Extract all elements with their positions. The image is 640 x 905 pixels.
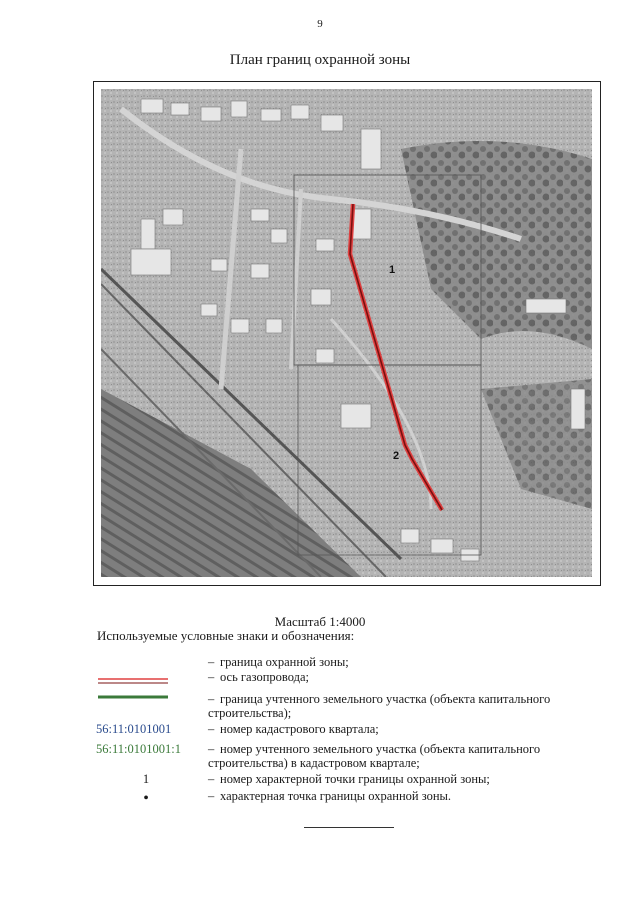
legend-desc: – характерная точка границы охранной зоны. bbox=[208, 789, 452, 803]
page-number: 9 bbox=[317, 18, 323, 30]
legend-desc: – номер учтенного земельного участка (объекта капитального строительства) в кадастровом квартале; bbox=[208, 742, 541, 770]
legend-desc: – ось газопровода; bbox=[208, 670, 310, 684]
point-label-2: 2 bbox=[393, 450, 400, 462]
legend-desc: – граница учтенного земельного участка (объекта капитального строительства); bbox=[208, 692, 551, 720]
pipeline-line-symbol bbox=[96, 672, 170, 688]
cadastral-quarter-code: 56:11:0101001 bbox=[96, 722, 172, 736]
legend-desc: – граница охранной зоны; bbox=[208, 655, 349, 669]
parcel-boundary-symbol bbox=[96, 690, 170, 704]
point-label-1: 1 bbox=[389, 264, 396, 276]
footer-rule bbox=[304, 827, 394, 828]
map-frame bbox=[93, 81, 601, 586]
page-title: План границ охранной зоны bbox=[229, 52, 411, 68]
map-scale: Масштаб 1:4000 bbox=[274, 614, 366, 629]
legend-desc: – номер кадастрового квартала; bbox=[208, 722, 379, 736]
point-dot-symbol: • bbox=[143, 790, 149, 807]
point-number-symbol: 1 bbox=[142, 772, 150, 786]
aerial-map bbox=[101, 89, 592, 577]
parcel-code: 56:11:0101001:1 bbox=[96, 742, 181, 756]
legend-desc: – номер характерной точки границы охранной зоны; bbox=[208, 772, 490, 786]
legend-heading: Используемые условные знаки и обозначения: bbox=[97, 628, 355, 643]
